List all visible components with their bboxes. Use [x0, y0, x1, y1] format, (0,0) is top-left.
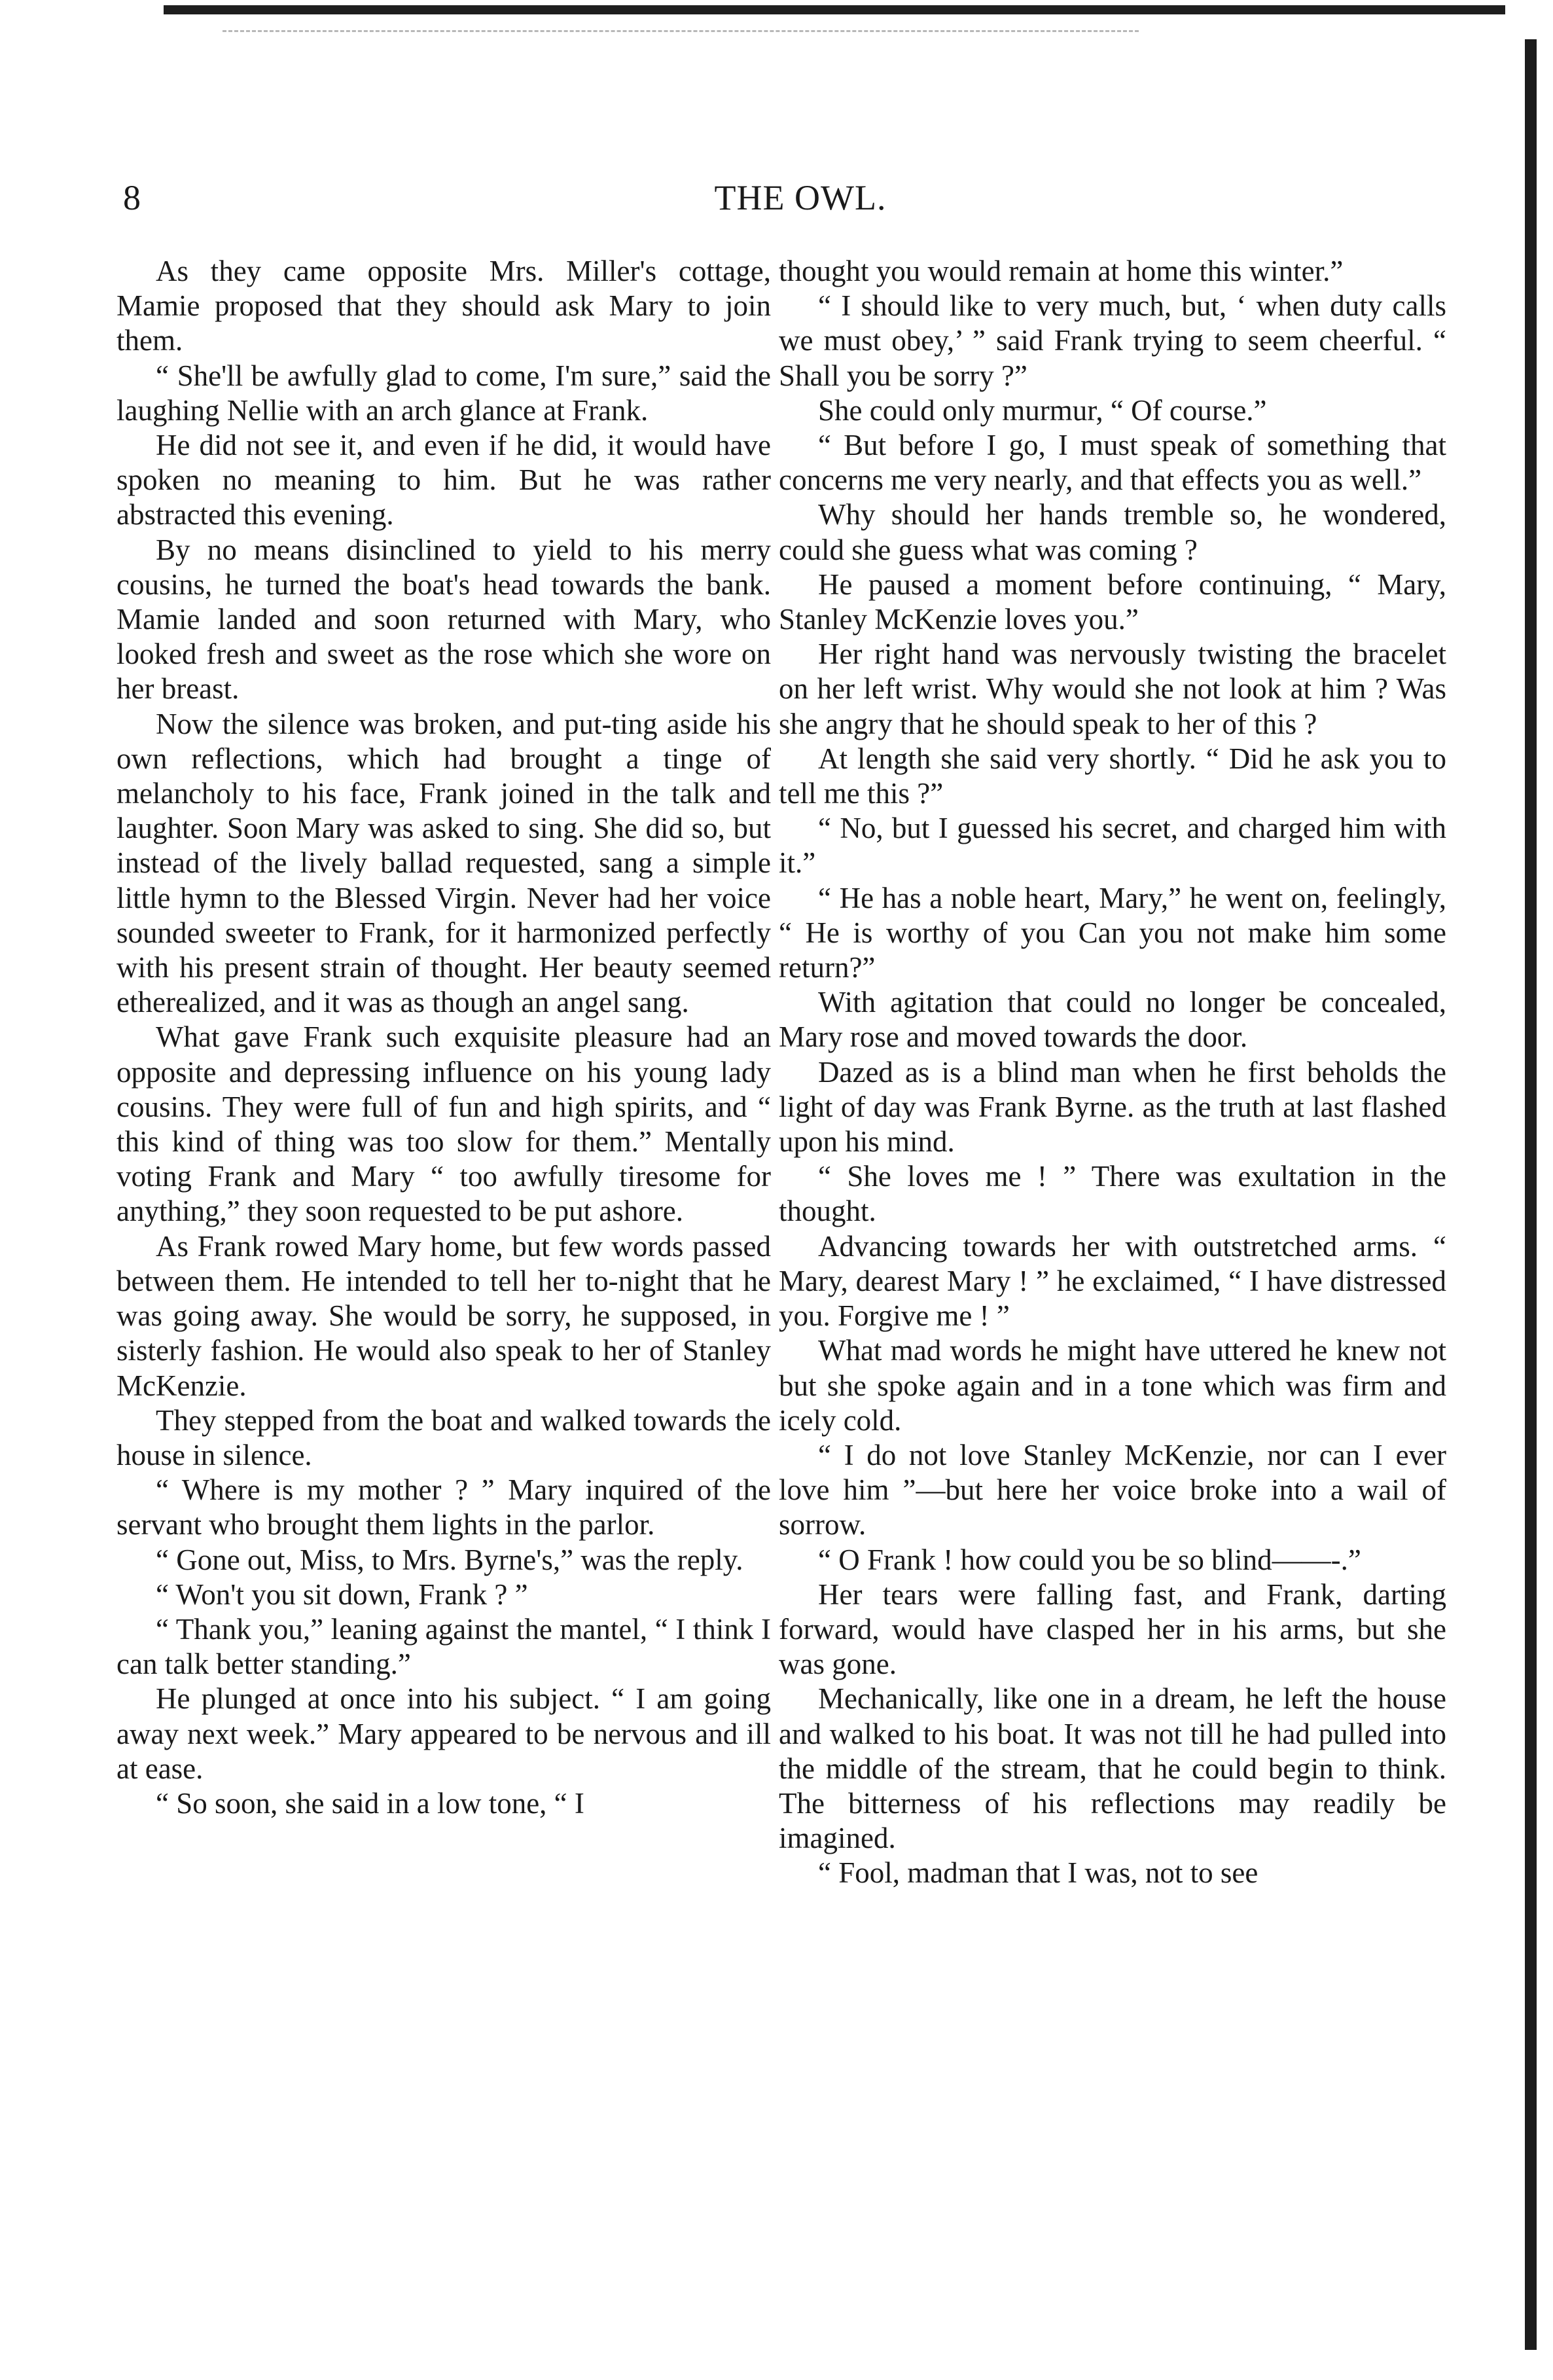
page-header — [123, 171, 1478, 224]
paragraph: Her tears were falling fast, and Frank, darting forward, would have clasped her in his arms, but she was gone. — [779, 1578, 1446, 1681]
paragraph: “ Gone out, Miss, to Mrs. Byrne's,” was the reply. — [156, 1543, 743, 1576]
top-border-rule — [164, 5, 1505, 14]
right-border-rule — [1525, 39, 1537, 2350]
paragraph: What mad words he might have uttered he knew not but she spoke again and in a tone which was firm and icely cold. — [779, 1334, 1446, 1437]
paragraph: She could only murmur, “ Of course.” — [818, 393, 1267, 427]
top-print-specks — [223, 30, 1139, 36]
paragraph: thought you would remain at home this winter.” — [779, 255, 1344, 287]
paragraph: Her right hand was nervously twisting the bracelet on her left wrist. Why would she not look at him ? Was she angry that he should speak to her of this ? — [779, 638, 1446, 740]
paragraph: They stepped from the boat and walked towards the house in silence. — [116, 1403, 771, 1471]
paragraph: As Frank rowed Mary home, but few words passed between them. He intended to tell her to-night that he was going away. She would be sorry, he supposed, in sisterly fashion. He would also speak to her of Stanley McKenzie. — [116, 1229, 771, 1402]
paragraph: Why should her hands tremble so, he wondered, could she guess what was coming ? — [779, 498, 1446, 566]
paragraph: He paused a moment before continuing, “ Mary, Stanley McKenzie loves you.” — [779, 568, 1446, 636]
paragraph: At length she said very shortly. “ Did he ask you to tell me this ?” — [779, 742, 1446, 810]
paragraph: By no means disinclined to yield to his merry cousins, he turned the boat's head towards the bank. Mamie landed and soon returned with Mary, who looked fresh and sweet as the rose which she wore on her breast. — [116, 533, 771, 706]
paragraph: He plunged at once into his subject. “ I am going away next week.” Mary appeared to be nervous and ill at ease. — [116, 1682, 771, 1785]
paragraph: “ No, but I guessed his secret, and charged him with it.” — [779, 812, 1446, 880]
paragraph: “ Fool, madman that I was, not to see — [818, 1856, 1258, 1890]
paragraph: “ He has a noble heart, Mary,” he went on, feelingly, “ He is worthy of you Can you not make him some return?” — [779, 881, 1446, 984]
paragraph: “ But before I go, I must speak of something that concerns me very nearly, and that effects you as well.” — [779, 429, 1446, 497]
paragraph: “ She loves me ! ” There was exultation in the thought. — [779, 1160, 1446, 1228]
left-column — [116, 254, 771, 1821]
paragraph: “ She'll be awfully glad to come, I'm sure,” said the laughing Nellie with an arch glance at Frank. — [116, 359, 771, 427]
right-column — [779, 254, 1446, 1891]
paragraph: “ Won't you sit down, Frank ? ” — [156, 1578, 528, 1611]
page-number: 8 — [123, 178, 141, 217]
paragraph: Dazed as is a blind man when he first beholds the light of day was Frank Byrne. as the truth at last flashed upon his mind. — [779, 1055, 1446, 1159]
paragraph: What gave Frank such exquisite pleasure had an opposite and depressing influence on his young lady cousins. They were full of fun and high spirits, and “ this kind of thing was too slow for them.” Mentally voting Frank and Mary “ too awfully tiresome for anything,” they soon requested to be put ashore. — [116, 1020, 771, 1228]
paragraph: “ O Frank ! how could you be so blind——-.” — [818, 1543, 1361, 1576]
paragraph: As they came opposite Mrs. Miller's cottage, Mamie proposed that they should ask Mary to join them. — [116, 255, 771, 357]
paragraph: “ I do not love Stanley McKenzie, nor can I ever love him ”—but here her voice broke into a wail of sorrow. — [779, 1438, 1446, 1542]
paragraph: “ So soon, she said in a low tone, “ I — [156, 1786, 584, 1820]
paragraph: Mechanically, like one in a dream, he left the house and walked to his boat. It was not till he had pulled into the middle of the stream, that he could begin to think. The bitterness of his reflections may readily be imagined. — [779, 1682, 1446, 1855]
paragraph: Now the silence was broken, and put-ting aside his own reflections, which had brought a tinge of melancholy to his face, Frank joined in the talk and laughter. Soon Mary was asked to sing. She did so, but instead of the lively ballad requested, sang a simple little hymn to the Blessed Virgin. Never had her voice sounded sweeter to Frank, for it harmonized perfectly with his present strain of thought. Her beauty seemed etherealized, and it was as though an angel sang. — [116, 707, 771, 1019]
paragraph: “ I should like to very much, but, ‘ when duty calls we must obey,’ ” said Frank trying to seem cheerful. “ Shall you be sorry ?” — [779, 289, 1446, 392]
paragraph: Advancing towards her with outstretched arms. “ Mary, dearest Mary ! ” he exclaimed, “ I have distressed you. Forgive me ! ” — [779, 1229, 1446, 1333]
paragraph: “ Where is my mother ? ” Mary inquired of the servant who brought them lights in the parlor. — [116, 1473, 771, 1542]
paragraph: He did not see it, and even if he did, it would have spoken no meaning to him. But he was rather abstracted this evening. — [116, 429, 771, 532]
running-title: THE OWL. — [714, 178, 887, 217]
paragraph: With agitation that could no longer be concealed, Mary rose and moved towards the door. — [779, 986, 1446, 1054]
paragraph: “ Thank you,” leaning against the mantel, “ I think I can talk better standing.” — [116, 1612, 771, 1681]
